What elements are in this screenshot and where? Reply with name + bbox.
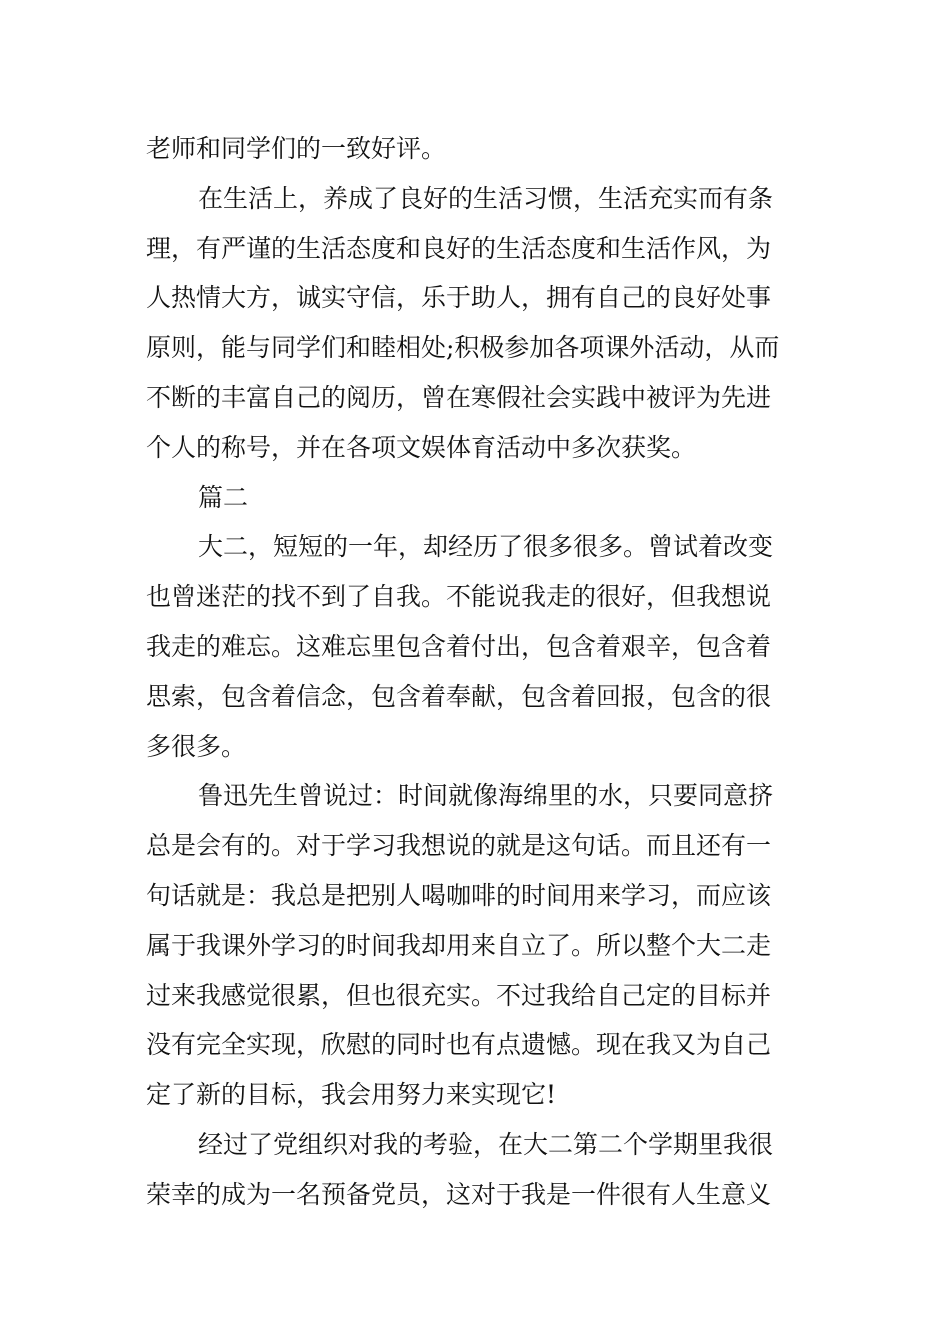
text-line: 人热情大方，诚实守信，乐于助人，拥有自己的良好处事 [146,283,772,313]
text-line: 多很多。 [146,731,247,761]
text-line: 理，有严谨的生活态度和良好的生活态度和生活作风，为 [146,233,772,263]
text-line: 定了新的目标，我会用努力来实现它! [146,1080,557,1110]
text-line: 原则，能与同学们和睦相处;积极参加各项课外活动，从而 [146,333,780,363]
text-line: 没有完全实现，欣慰的同时也有点遗憾。现在我又为自己 [146,1030,772,1060]
text-line: 在生活上，养成了良好的生活习惯，生活充实而有条 [198,183,774,213]
text-line: 我走的难忘。这难忘里包含着付出，包含着艰辛，包含着 [146,631,772,661]
section-heading: 篇二 [198,482,249,512]
text-line: 过来我感觉很累，但也很充实。不过我给自己定的目标并 [146,980,772,1010]
text-line: 属于我课外学习的时间我却用来自立了。所以整个大二走 [146,930,772,960]
text-line: 个人的称号，并在各项文娱体育活动中多次获奖。 [146,432,697,462]
text-line: 不断的丰富自己的阅历，曾在寒假社会实践中被评为先进 [146,382,772,412]
body-text [146,124,806,1220]
text-line: 也曾迷茫的找不到了自我。不能说我走的很好，但我想说 [146,582,772,612]
text-line: 荣幸的成为一名预备党员，这对于我是一件很有人生意义 [146,1179,772,1209]
text-line: 句话就是：我总是把别人喝咖啡的时间用来学习，而应该 [146,880,772,910]
text-line: 思索，包含着信念，包含着奉献，包含着回报，包含的很 [146,681,772,711]
text-line: 总是会有的。对于学习我想说的就是这句话。而且还有一 [146,831,772,861]
text-line: 经过了党组织对我的考验，在大二第二个学期里我很 [198,1129,774,1159]
text-line: 鲁迅先生曾说过：时间就像海绵里的水，只要同意挤 [198,781,774,811]
text-line: 大二，短短的一年，却经历了很多很多。曾试着改变 [198,532,774,562]
text-line: 老师和同学们的一致好评。 [146,134,447,163]
